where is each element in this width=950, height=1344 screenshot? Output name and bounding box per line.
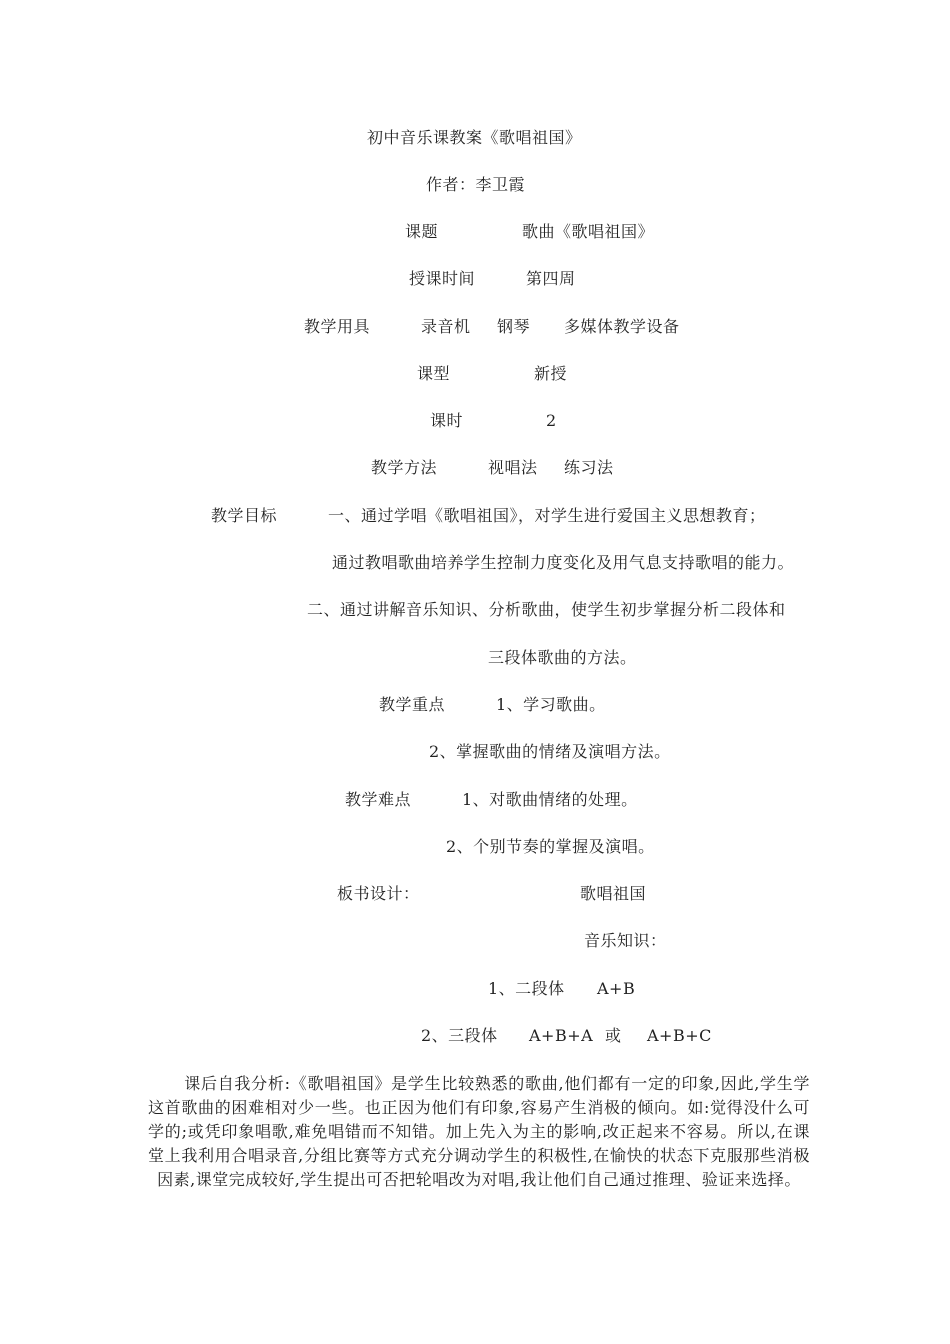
key-points-item: 1、学习歌曲。 (496, 695, 606, 714)
tools-item: 钢琴 (497, 317, 531, 336)
goals-label: 教学目标 (211, 506, 278, 525)
board-ternary-label: 2、三段体 (421, 1026, 498, 1045)
subject-label: 课题 (405, 222, 439, 241)
board-ternary-form: A+B+C (647, 1026, 712, 1045)
goals-line: 二、通过讲解音乐知识、分析歌曲，使学生初步掌握分析二段体和 (307, 600, 786, 619)
tools-item: 录音机 (421, 317, 471, 336)
goals-line: 通过教唱歌曲培养学生控制力度变化及用气息支持歌唱的能力。 (332, 553, 795, 572)
board-binary-form: A+B (597, 979, 636, 998)
author-line: 作者：李卫霞 (426, 175, 526, 194)
goals-line: 一、通过学唱《歌唱祖国》，对学生进行爱国主义思想教育； (328, 506, 766, 525)
methods-item: 视唱法 (488, 458, 538, 477)
board-binary-label: 1、二段体 (488, 979, 565, 998)
board-or-word: 或 (605, 1026, 622, 1045)
difficulties-item: 2、个别节奏的掌握及演唱。 (446, 837, 655, 856)
difficulties-item: 1、对歌曲情绪的处理。 (462, 790, 638, 809)
schedule-label: 授课时间 (409, 269, 476, 288)
key-points-label: 教学重点 (379, 695, 446, 714)
tools-label: 教学用具 (304, 317, 371, 336)
methods-item: 练习法 (564, 458, 614, 477)
document-title: 初中音乐课教案《歌唱祖国》 (367, 128, 582, 147)
goals-line: 三段体歌曲的方法。 (488, 648, 637, 667)
tools-item: 多媒体教学设备 (564, 317, 680, 336)
reflection-text: 课后自我分析:《歌唱祖国》是学生比较熟悉的歌曲,他们都有一定的印象,因此,学生学这首歌曲的困难相对少一些。也正因为他们有印象,容易产生消极的倾向。如:觉得没什么可学的;或凭印象唱歌,难免唱错而不知错。加上先入为主的影响,改正起来不容易。所以,在课堂上我利用合唱录音,分组比赛等方式充分调动学生的积极性,在愉快的状态下克服那些消极因素,课堂完成较好,学生提出可否把轮唱改为对唱,我让他们自己通过推理、验证来选择。 (148, 1074, 810, 1189)
lesson-type-label: 课型 (417, 364, 451, 383)
lesson-type-value: 新授 (534, 364, 568, 383)
board-title: 歌唱祖国 (580, 884, 647, 903)
subject-value: 歌曲《歌唱祖国》 (522, 222, 655, 241)
board-label: 板书设计： (337, 884, 420, 903)
board-ternary-form: A+B+A (529, 1026, 594, 1045)
schedule-value: 第四周 (526, 269, 576, 288)
hours-value: 2 (546, 411, 557, 430)
board-knowledge: 音乐知识： (584, 931, 667, 950)
methods-label: 教学方法 (371, 458, 438, 477)
hours-label: 课时 (430, 411, 464, 430)
difficulties-label: 教学难点 (345, 790, 412, 809)
key-points-item: 2、掌握歌曲的情绪及演唱方法。 (429, 742, 671, 761)
reflection-paragraph (148, 1072, 810, 1192)
